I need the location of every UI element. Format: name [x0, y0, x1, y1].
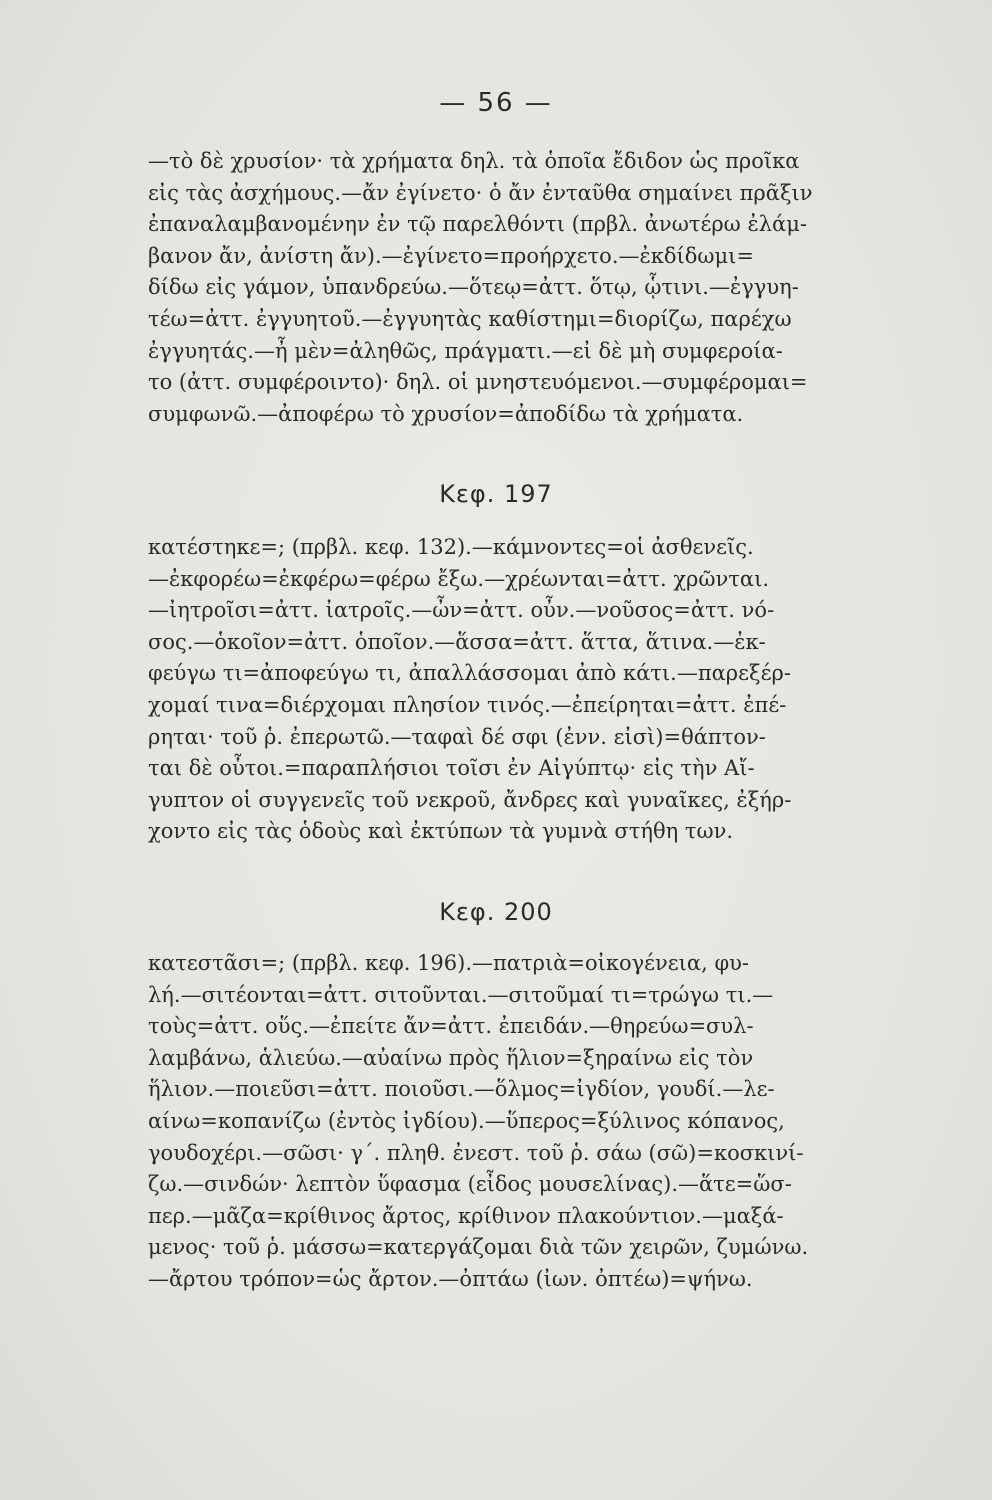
text-line: —τὸ δὲ χρυσίον· τὰ χρήματα δηλ. τὰ ὁποῖα ἔδιδον ὡς προῖκα [148, 149, 800, 173]
text-line: —ἰητροῖσι=ἀττ. ἰατροῖς.—ὦν=ἀττ. οὖν.—νοῦσος=ἀττ. νό- [148, 598, 775, 623]
text-line: —ἄρτου τρόπον=ὡς ἄρτον.—ὀπτάω (ἰων. ὀπτέω)=ψήνω. [148, 1266, 753, 1291]
text-line: ἥλιον.—ποιεῦσι=ἀττ. ποιοῦσι.—ὅλμος=ἰγδίον, γουδί.—λε- [148, 1077, 775, 1102]
text-line: λή.—σιτέονται=ἀττ. σιτοῦνται.—σιτοῦμαί τι=τρώγω τι.— [148, 982, 774, 1007]
text-line: σος.—ὁκοῖον=ἀττ. ὁποῖον.—ἅσσα=ἀττ. ἅττα, ἅτινα.—ἐκ- [148, 629, 766, 654]
text-line: ζω.—σινδών· λεπτὸν ὕφασμα (εἶδος μουσελίνας).—ἅτε=ὥσ- [148, 1172, 792, 1197]
commentary-paragraph-197 [148, 532, 963, 848]
text-line: ἐγγυητάς.—ἦ μὲν=ἀληθῶς, πράγματι.—εἰ δὲ μὴ συμφεροία- [148, 338, 783, 363]
text-line: χομαί τινα=διέρχομαι πλησίον τινός.—ἐπείρηται=ἀττ. ἐπέ- [148, 692, 787, 717]
text-line: γυπτον οἱ συγγενεῖς τοῦ νεκροῦ, ἄνδρες καὶ γυναῖκες, ἐξήρ- [148, 787, 792, 812]
text-line: τέω=ἀττ. ἐγγυητοῦ.—ἐγγυητὰς καθίστημι=διορίζω, παρέχω [148, 306, 792, 331]
text-line: κατέστηκε=; (πρβλ. κεφ. 132).—κάμνοντες=οἱ ἀσθενεῖς. [148, 535, 754, 559]
commentary-paragraph-200 [148, 948, 963, 1296]
text-line: ἐπαναλαμβανομένην ἐν τῷ παρελθόντι (πρβλ. ἀνωτέρω ἐλάμ- [148, 212, 807, 237]
text-line: χοντο εἰς τὰς ὁδοὺς καὶ ἐκτύπων τὰ γυμνὰ στήθη των. [148, 819, 734, 844]
commentary-paragraph-1 [148, 146, 963, 430]
text-line: τοὺς=ἀττ. οὕς.—ἐπείτε ἄν=ἀττ. ἐπειδάν.—θηρεύω=συλ- [148, 1014, 754, 1039]
text-line: δίδω εἰς γάμον, ὑπανδρεύω.—ὅτεῳ=ἀττ. ὅτῳ, ᾧτινι.—ἐγγυη- [148, 275, 799, 300]
chapter-heading-197: Κεφ. 197 [439, 480, 553, 508]
text-line: ρηται· τοῦ ῥ. ἐπερωτῶ.—ταφαὶ δέ σφι (ἐνν. εἰσὶ)=θάπτον- [148, 724, 766, 749]
text-line: περ.—μᾶζα=κρίθινος ἄρτος, κρίθινον πλακούντιον.—μαξά- [148, 1203, 784, 1228]
text-line: μενος· τοῦ ῥ. μάσσω=κατεργάζομαι διὰ τῶν χειρῶν, ζυμώνω. [148, 1235, 809, 1260]
text-line: κατεστᾶσι=; (πρβλ. κεφ. 196).—πατριὰ=οἰκογένεια, φυ- [148, 951, 750, 975]
text-line: γουδοχέρι.—σῶσι· γ΄. πληθ. ἐνεστ. τοῦ ῥ. σάω (σῶ)=κοσκινί- [148, 1140, 804, 1165]
text-line: λαμβάνω, ἁλιεύω.—αὐαίνω πρὸς ἥλιον=ξηραίνω εἰς τὸν [148, 1045, 754, 1070]
page-number: — 56 — [439, 88, 553, 118]
text-line: βανον ἄν, ἀνίστη ἄν).—ἐγίνετο=προήρχετο.—ἐκδίδωμι= [148, 243, 755, 268]
text-line: συμφωνῶ.—ἀποφέρω τὸ χρυσίον=ἀποδίδω τὰ χρήματα. [148, 401, 744, 426]
text-line: φεύγω τι=ἀποφεύγω τι, ἀπαλλάσσομαι ἀπὸ κάτι.—παρεξέρ- [148, 661, 791, 686]
text-line: αίνω=κοπανίζω (ἐντὸς ἰγδίου).—ὕπερος=ξύλινος κόπανος, [148, 1108, 785, 1133]
text-line: το (ἀττ. συμφέροιντο)· δηλ. οἱ μνηστευόμενοι.—συμφέρομαι= [148, 370, 808, 395]
chapter-heading-200: Κεφ. 200 [439, 898, 553, 926]
text-line: ται δὲ οὗτοι.=παραπλήσιοι τοῖσι ἐν Αἰγύπτῳ· εἰς τὴν Αἴ- [148, 756, 755, 781]
text-line: —ἐκφορέω=ἐκφέρω=φέρω ἔξω.—χρέωνται=ἀττ. χρῶνται. [148, 566, 769, 591]
text-line: εἰς τὰς ἀσχήμους.—ἄν ἐγίνετο· ὁ ἄν ἐνταῦθα σημαίνει πρᾶξιν [148, 180, 813, 205]
